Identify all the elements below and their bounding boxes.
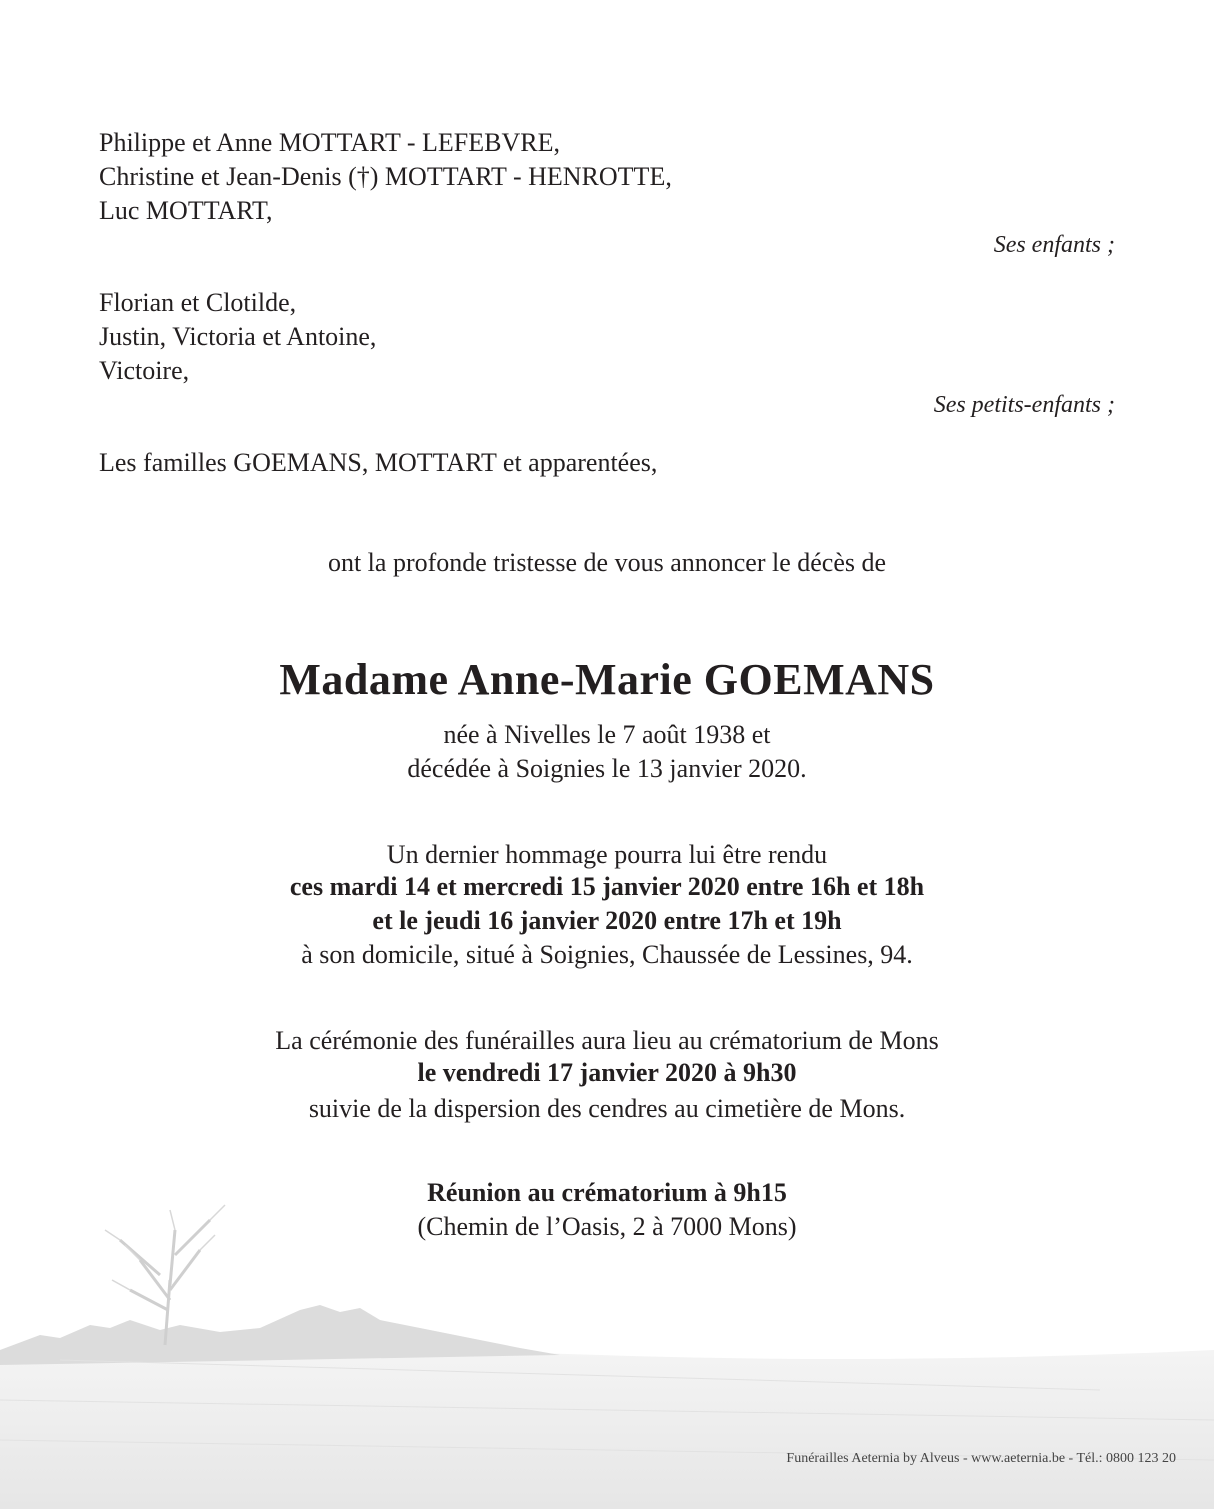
grandchildren-line-2: Justin, Victoria et Antoine, bbox=[99, 322, 377, 351]
children-role: Ses enfants ; bbox=[993, 232, 1115, 258]
deceased-name: Madame Anne-Marie GOEMANS bbox=[279, 655, 935, 704]
homage-intro: Un dernier hommage pourra lui être rendu bbox=[386, 840, 828, 869]
homage-place: à son domicile, situé à Soignies, Chaussée de Lessines, 94. bbox=[301, 940, 913, 969]
ceremony-date: le vendredi 17 janvier 2020 à 9h30 bbox=[417, 1058, 797, 1087]
children-line-3: Luc MOTTART, bbox=[99, 196, 273, 225]
birth-line: née à Nivelles le 7 août 1938 et bbox=[443, 720, 771, 749]
families-line: Les familles GOEMANS, MOTTART et apparentées, bbox=[99, 448, 658, 477]
death-line: décédée à Soignies le 13 janvier 2020. bbox=[407, 754, 807, 783]
children-line-1: Philippe et Anne MOTTART - LEFEBVRE, bbox=[99, 128, 560, 157]
homage-dates-1: ces mardi 14 et mercredi 15 janvier 2020 entre 16h et 18h bbox=[289, 872, 925, 901]
meeting-title: Réunion au crématorium à 9h15 bbox=[427, 1178, 787, 1207]
grandchildren-line-3: Victoire, bbox=[99, 356, 190, 385]
meeting-address: (Chemin de l’Oasis, 2 à 7000 Mons) bbox=[417, 1212, 797, 1241]
homage-dates-2: et le jeudi 16 janvier 2020 entre 17h et 19h bbox=[372, 906, 842, 935]
ceremony-after: suivie de la dispersion des cendres au cimetière de Mons. bbox=[308, 1094, 906, 1123]
announcement-line: ont la profonde tristesse de vous annoncer le décès de bbox=[327, 548, 887, 577]
grandchildren-role: Ses petits-enfants ; bbox=[933, 392, 1115, 418]
grandchildren-line-1: Florian et Clotilde, bbox=[99, 288, 297, 317]
children-line-2: Christine et Jean-Denis (†) MOTTART - HENROTTE, bbox=[99, 162, 672, 191]
footer-contact: Funérailles Aeternia by Alveus - www.aeternia.be - Tél.: 0800 123 20 bbox=[786, 1451, 1176, 1466]
ceremony-intro: La cérémonie des funérailles aura lieu au crématorium de Mons bbox=[275, 1026, 939, 1055]
